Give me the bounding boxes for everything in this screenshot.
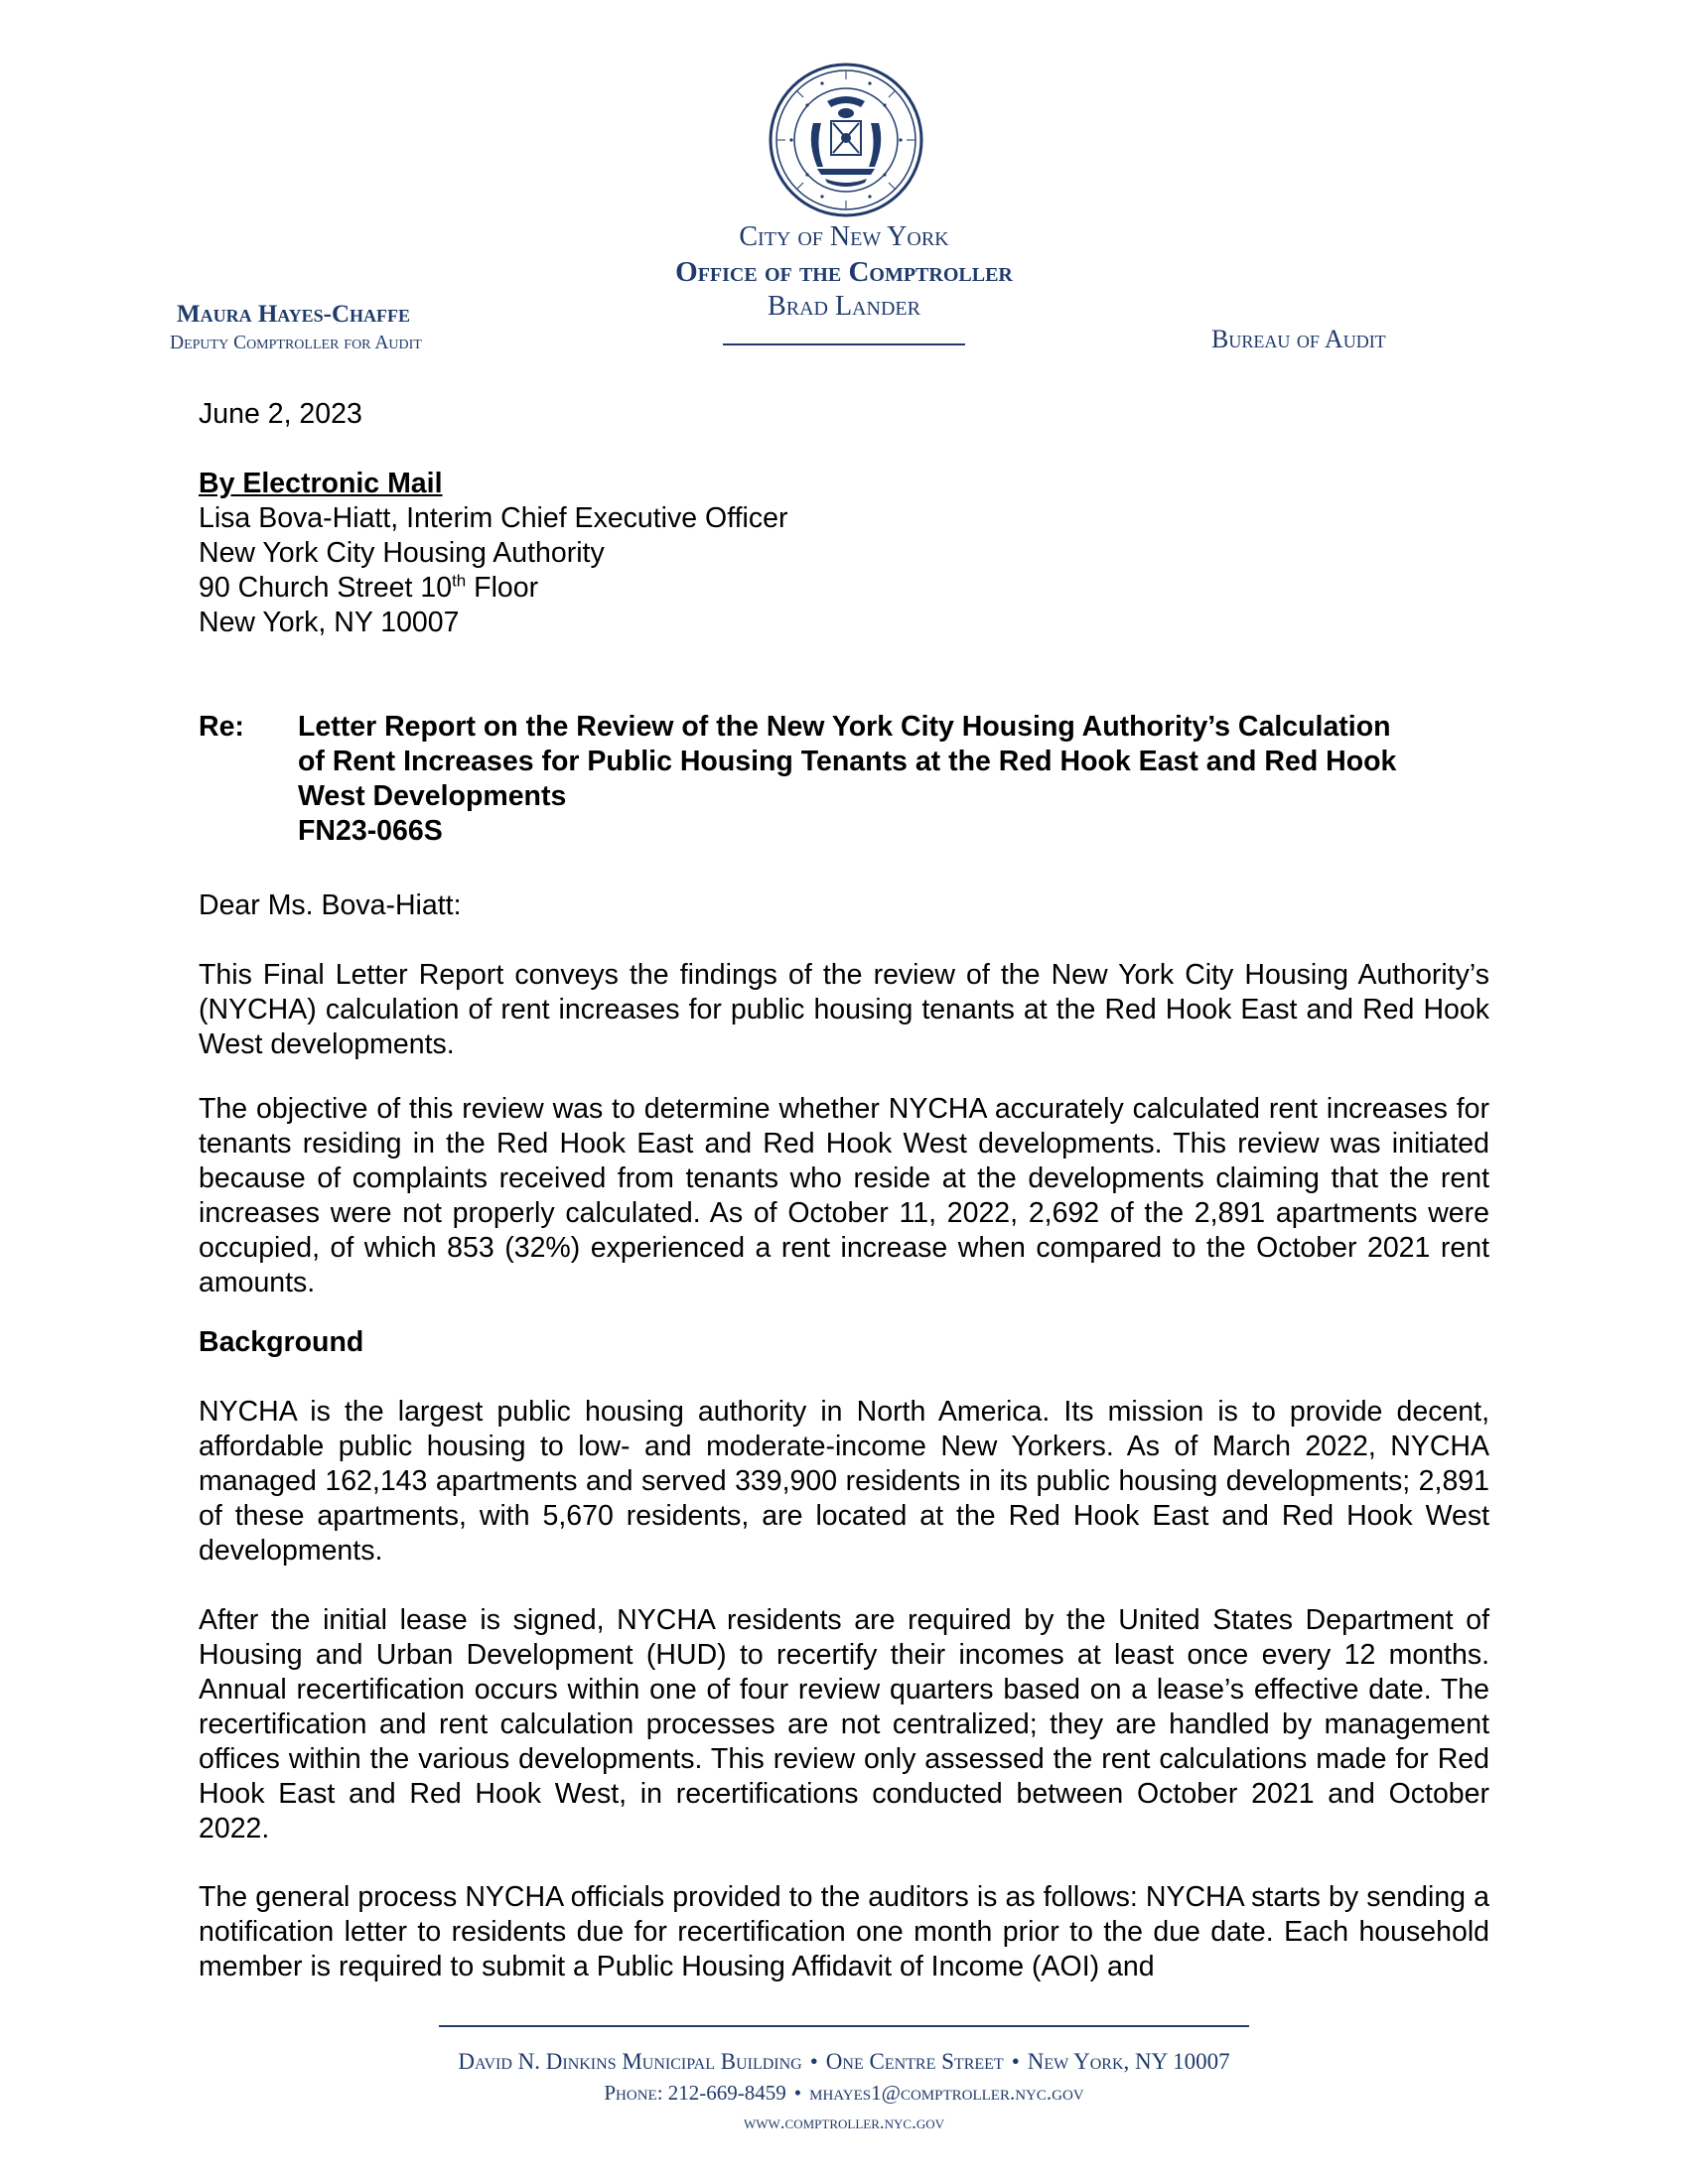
recipient-street: 90 Church Street 10th Floor [199, 571, 539, 604]
background-heading: Background [199, 1326, 364, 1358]
delivery-method: By Electronic Mail [199, 468, 443, 499]
city-name: City of New York [739, 221, 949, 252]
deputy-title: Deputy Comptroller for Audit [170, 333, 422, 353]
intro-paragraph: This Final Letter Report conveys the findings of the review of the New York City Housing Authority’s (NYCHA) calculation of rent increases for public housing tenants at the Red Hook East and Red Hook West developments. [199, 959, 1489, 1060]
footer-address: David N. Dinkins Municipal Building • One Centre Street • New York, NY 10007 [458, 2049, 1230, 2074]
footer-phone: Phone: 212-669-8459 [604, 2081, 786, 2105]
bureau-name: Bureau of Audit [1211, 325, 1386, 353]
background-paragraph-3: The general process NYCHA officials provided to the auditors is as follows: NYCHA starts by sending a notification letter to residents due for recertification one month prior to the due date. Each household member is required to submit a Public Housing Affidavit of Income (AOI) and [199, 1881, 1489, 1982]
comptroller-name: Brad Lander [768, 291, 920, 322]
salutation: Dear Ms. Bova-Hiatt: [199, 889, 462, 921]
deputy-name: Maura Hayes-Chaffe [177, 301, 411, 328]
background-paragraph-1: NYCHA is the largest public housing authority in North America. Its mission is to provide decent, affordable public housing to low- and moderate-income New Yorkers. As of March 2022, NYCHA managed 162,143 apartments and served 339,900 residents in its public housing developments; 2,891 of these apartments, with 5,670 residents, are located at the Red Hook East and Red Hook West developments. [199, 1396, 1489, 1567]
recipient-name: Lisa Bova-Hiatt, Interim Chief Executive Officer [199, 502, 788, 534]
footer-contact: Phone: 212-669-8459 • mhayes1@comptroller.nyc.gov [604, 2081, 1084, 2105]
footer-email[interactable]: mhayes1@comptroller.nyc.gov [809, 2081, 1084, 2105]
footer-website[interactable]: www.comptroller.nyc.gov [743, 2113, 944, 2133]
letterhead-divider [723, 343, 965, 345]
office-name: Office of the Comptroller [675, 256, 1013, 288]
objective-paragraph: The objective of this review was to determine whether NYCHA accurately calculated rent increases for tenants residing in the Red Hook East and Red Hook West developments. This review was initiated because of complaints received from tenants who reside at the developments claiming that the rent increases were not properly calculated. As of October 11, 2022, 2,692 of the 2,891 apartments were occupied, of which 853 (32%) experienced a rent increase when compared to the October 2021 rent amounts. [199, 1093, 1489, 1298]
city-seal-icon [768, 62, 924, 218]
recipient-city: New York, NY 10007 [199, 607, 460, 638]
letter-date: June 2, 2023 [199, 398, 362, 430]
background-paragraph-2: After the initial lease is signed, NYCHA residents are required by the United States Department of Housing and Urban Development (HUD) to recertify their incomes at least once every 12 months. Annual recertification occurs within one of four review quarters based on a lease’s effective date. The recertification and rent calculation processes are not centralized; they are handled by management offices within the various developments. This review only assessed the rent calculations made for Red Hook East and Red Hook West, in recertifications conducted between October 2021 and October 2022. [199, 1604, 1489, 1844]
recipient-organization: New York City Housing Authority [199, 537, 605, 569]
address-block [199, 467, 787, 640]
re-subject: Letter Report on the Review of the New York City Housing Authority’s Calculation of Rent Increases for Public Housing Tenants at the Red Hook East and Red Hook West Developments FN23-066S [298, 711, 1397, 847]
footer-divider [439, 2025, 1249, 2027]
re-label: Re: [199, 711, 244, 743]
